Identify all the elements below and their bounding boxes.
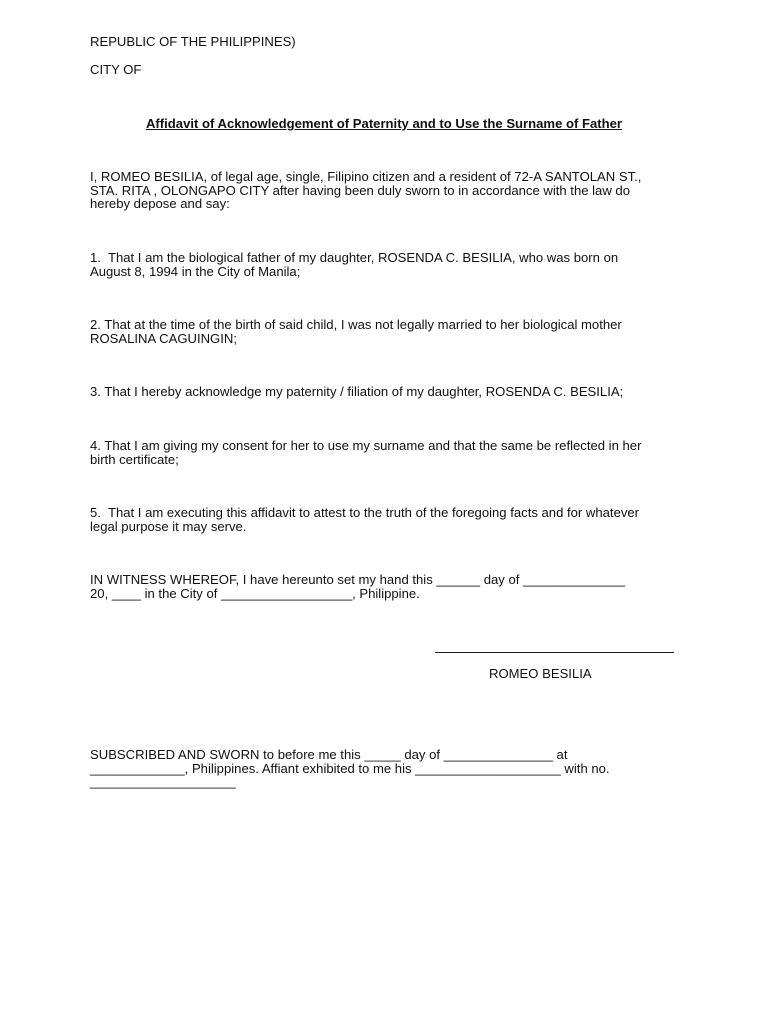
paragraph-5 bbox=[90, 506, 680, 533]
paragraph-3 bbox=[90, 385, 680, 399]
intro-line: hereby depose and say: bbox=[90, 196, 230, 212]
intro-line: STA. RITA , OLONGAPO CITY after having been duly sworn to in accordance with the law do bbox=[90, 182, 631, 198]
witness-clause bbox=[90, 573, 680, 600]
intro-line: I, ROMEO BESILIA, of legal age, single, Filipino citizen and a resident of 72-A SANTOLAN ST., bbox=[90, 169, 642, 184]
city-header: CITY OF bbox=[90, 62, 142, 77]
paragraph-line: legal purpose it may serve. bbox=[90, 518, 247, 534]
signatory-name: ROMEO BESILIA bbox=[489, 666, 592, 681]
paragraph-line: August 8, 1994 in the City of Manila; bbox=[90, 263, 301, 279]
paragraph-line: birth certificate; bbox=[90, 451, 179, 467]
jurat-line: ____________________ bbox=[90, 774, 236, 790]
paragraph-line: 5. That I am executing this affidavit to attest to the truth of the foregoing facts and for whatever bbox=[90, 505, 640, 520]
witness-line: IN WITNESS WHEREOF, I have hereunto set my hand this ______ day of ______________ bbox=[90, 572, 625, 587]
republic-header: REPUBLIC OF THE PHILIPPINES) bbox=[90, 34, 296, 49]
jurat-line: _____________, Philippines. Affiant exhibited to me his ____________________ with no. bbox=[90, 760, 610, 776]
signature-line bbox=[435, 652, 674, 653]
paragraph-line: 4. That I am giving my consent for her to use my surname and that the same be reflected in her bbox=[90, 438, 642, 453]
jurat-clause bbox=[90, 748, 680, 789]
paragraph-line: 1. That I am the biological father of my daughter, ROSENDA C. BESILIA, who was born on bbox=[90, 250, 619, 265]
witness-line: 20, ____ in the City of __________________, Philippine. bbox=[90, 585, 420, 601]
paragraph-line: 3. That I hereby acknowledge my paternity / filiation of my daughter, ROSENDA C. BESILIA; bbox=[90, 384, 624, 399]
paragraph-line: 2. That at the time of the birth of said child, I was not legally married to her biological mother bbox=[90, 317, 622, 332]
intro-paragraph bbox=[90, 170, 680, 211]
paragraph-4 bbox=[90, 439, 680, 466]
paragraph-line: ROSALINA CAGUINGIN; bbox=[90, 330, 237, 346]
paragraph-2 bbox=[90, 318, 680, 345]
paragraph-1 bbox=[90, 251, 680, 278]
document-title: Affidavit of Acknowledgement of Paternity and to Use the Surname of Father bbox=[145, 116, 623, 131]
jurat-line: SUBSCRIBED AND SWORN to before me this _____ day of _______________ at bbox=[90, 747, 568, 762]
